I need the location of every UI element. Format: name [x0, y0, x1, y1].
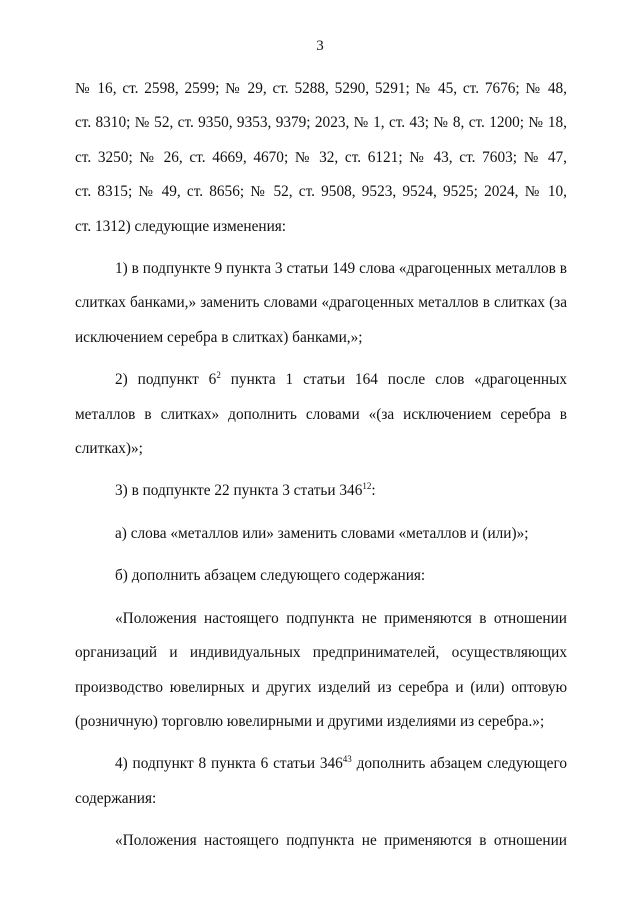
text-line: № 16, ст. 2598, 2599; № 29, ст. 5288, 5290, 5291; № 45, ст. 7676; № 48,	[75, 80, 567, 97]
text-fragment: дополнить абзацем следующего	[351, 755, 568, 773]
item-2-line	[75, 363, 567, 397]
item-3-line	[75, 474, 567, 508]
text-line: слитках банками,» заменить словами «драгоценных металлов в слитках (за	[75, 294, 567, 312]
text-fragment: 2) подпункт 6	[115, 371, 217, 389]
text-fragment: :	[371, 482, 376, 500]
text-line: содержания:	[75, 789, 157, 807]
page-number: 3	[316, 38, 324, 54]
text-fragment: пункта 1 статьи 164 после слов «драгоценных	[220, 371, 567, 389]
text-fragment: 4) подпункт 8 пункта 6 статьи 346	[115, 755, 343, 773]
text-line: ст. 1312) следующие изменения:	[75, 217, 287, 235]
subitem-b-line: б) дополнить абзацем следующего содержания:	[115, 567, 426, 585]
text-line: организаций и индивидуальных предпринимателей, осуществляющих	[75, 644, 567, 662]
text-fragment: 3) в подпункте 22 пункта 3 статьи 346	[115, 482, 363, 500]
text-line: (розничную) торговлю ювелирными и другими изделиями из серебра.»;	[75, 712, 545, 730]
quote-line: «Положения настоящего подпункта не применяются в отношении	[115, 609, 567, 627]
text-line: ст. 3250; № 26, ст. 4669, 4670; № 32, ст. 6121; № 43, ст. 7603; № 47,	[75, 148, 567, 166]
superscript: 2	[216, 370, 221, 381]
text-line: производство ювелирных и других изделий из серебра и (или) оптовую	[75, 678, 567, 696]
superscript: 43	[342, 754, 352, 765]
superscript: 12	[362, 481, 372, 492]
text-line: ст. 8315; № 49, ст. 8656; № 52, ст. 9508, 9523, 9524, 9525; 2024, № 10,	[75, 183, 567, 201]
item-1-line: 1) в подпункте 9 пункта 3 статьи 149 слова «драгоценных металлов в	[115, 260, 567, 278]
text-line: слитках)»;	[75, 440, 143, 458]
item-4-line	[75, 747, 567, 781]
text-line: ст. 8310; № 52, ст. 9350, 9353, 9379; 2023, № 1, ст. 43; № 8, ст. 1200; № 18,	[75, 114, 567, 132]
quote-line: «Положения настоящего подпункта не применяются в отношении	[115, 832, 567, 850]
text-line: металлов в слитках» дополнить словами «(за исключением серебра в	[75, 405, 567, 423]
document-body	[75, 72, 567, 859]
subitem-a-line: а) слова «металлов или» заменить словами «металлов и (или)»;	[115, 524, 529, 542]
text-line: исключением серебра в слитках) банками,»;	[75, 328, 363, 346]
